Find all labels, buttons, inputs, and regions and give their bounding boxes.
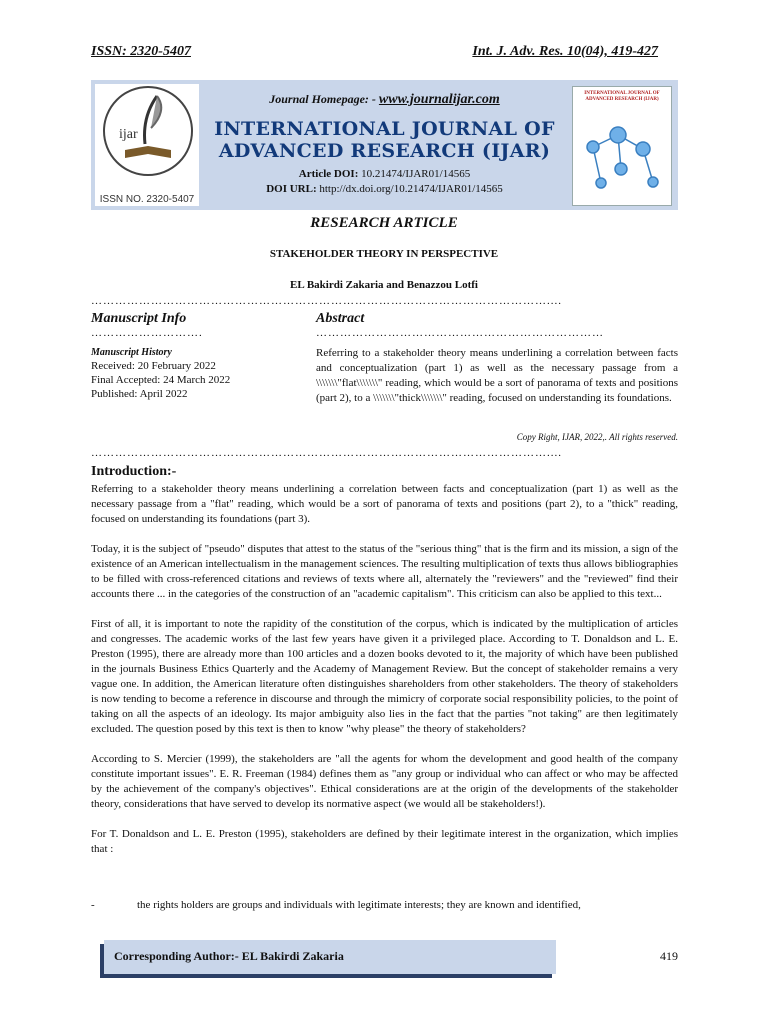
corresponding-author: Corresponding Author:- EL Bakirdi Zakaria — [114, 949, 344, 963]
accepted-date: Final Accepted: 24 March 2022 — [91, 374, 231, 386]
molecule-icon — [573, 87, 671, 205]
article-doi-value: 10.21474/IJAR01/14565 — [361, 168, 471, 180]
manuscript-dots: ………………………. — [91, 327, 203, 339]
manuscript-history-label: Manuscript History — [91, 347, 172, 358]
bullet-dash: - — [91, 899, 95, 911]
paper-title: STAKEHOLDER THEORY IN PERSPECTIVE — [269, 248, 499, 260]
logo-issn-text: ISSN NO. 2320-5407 — [99, 194, 195, 205]
doi-url-label: DOI URL: — [266, 183, 317, 195]
journal-name-line1: INTERNATIONAL JOURNAL OF — [214, 118, 555, 140]
journal-homepage — [201, 92, 568, 108]
logo-seal — [103, 86, 193, 176]
separator-top: …………………………………………………………………………………………………….... — [91, 295, 562, 307]
copyright-notice: Copy Right, IJAR, 2022,. All rights reserved. — [516, 432, 678, 442]
page-number: 419 — [660, 949, 678, 963]
journal-cover-image — [572, 86, 672, 206]
separator-bottom: …………………………………………………………………………………………………….... — [91, 447, 562, 459]
journal-name-line2: ADVANCED RESEARCH (IJAR) — [218, 140, 551, 162]
paragraph: Referring to a stakeholder theory means underlining a correlation between facts and conceptualization (part 1) as well as the necessary passage from a "flat" reading, which would be a sort of panorama of texts and positions (part 2), to a "thick" reading, focused on understanding its foundations (part 3). — [91, 483, 678, 525]
journal-banner — [91, 80, 678, 210]
quill-book-icon — [105, 88, 191, 174]
published-date: Published: April 2022 — [91, 388, 188, 400]
journal-name — [201, 118, 568, 162]
introduction-heading: Introduction:- — [91, 464, 177, 479]
introduction-body — [91, 482, 678, 857]
doi-url — [201, 183, 568, 195]
received-date: Received: 20 February 2022 — [91, 360, 216, 372]
list-item-text: the rights holders are groups and individuals with legitimate interests; they are known and identified, — [137, 899, 581, 911]
homepage-link[interactable]: www.journalijar.com — [378, 92, 500, 107]
abstract-dots: ……………………………………………………………… — [316, 327, 604, 339]
abstract-text: Referring to a stakeholder theory means underlining a correlation between facts and conceptualization (part 1) as well as the necessary passage from a \\\\\\\"flat\\\\\\\" reading, which would be a sort of panorama of texts and positions (part 2), to a \\\\\\\"thick\\\\\\\" reading, focused on understanding its foundations. — [316, 347, 678, 404]
article-doi-label: Article DOI: — [298, 168, 359, 180]
abstract-heading: Abstract — [316, 311, 365, 326]
homepage-label: Journal Homepage: - — [269, 92, 379, 106]
paragraph: First of all, it is important to note the rapidity of the constitution of the corpus, which is indicated by the multiplication of articles and congresses. The academic works of the last few years have given it a privileged place. According to T. Donaldson and L. E. Preston (1995), there are already more than 100 articles and a dozen books devoted to it, the majority of which have been published in the journals Business Ethics Quarterly and the Academy of Management Review. But the concept of stakeholder remains a very vague one. In addition, the American literature often distinguishes shareholders from other stakeholders. The theory of stakeholders is now tending to become a reference in discourse and through the mimicry of corporate social responsibility policies, to the point of taking on all the aspects of an ideology. Its major ambiguity also lies in the fact that the parties "not taking" are then legitimately excluded. The question posed by this text is then to know "why please" the theory of stakeholders? — [91, 618, 678, 735]
paper-authors: EL Bakirdi Zakaria and Benazzou Lotfi — [290, 279, 478, 291]
doi-url-link[interactable]: http://dx.doi.org/10.21474/IJAR01/14565 — [319, 183, 503, 195]
article-doi — [201, 168, 568, 180]
manuscript-info-heading: Manuscript Info — [91, 311, 187, 326]
corresponding-author-box — [104, 940, 556, 974]
article-type: RESEARCH ARTICLE — [310, 215, 458, 231]
logo-lettering: ijar — [119, 127, 138, 142]
cover-title: INTERNATIONAL JOURNAL OF ADVANCED RESEARCH (IJAR) — [584, 91, 660, 102]
paragraph: Today, it is the subject of "pseudo" disputes that attest to the status of the "serious thing" that is the firm and its mission, a sign of the existence of an American intellectualism in the management sciences. The resulting multiplication of texts thus allows bibliographies to be filled with cross-referenced citations and reviews of texts where all, alternately the "reviewers" and the "reviewed" find their accounts there ... in the categories of the construction of an "academic capitalism". This criticism can also be applied to this text... — [91, 543, 678, 600]
paragraph: For T. Donaldson and L. E. Preston (1995), stakeholders are defined by their legitimate interest in the organization, which implies that : — [91, 828, 678, 855]
paragraph: According to S. Mercier (1999), the stakeholders are "all the agents for whom the development and good health of the company constitute important issues". E. R. Freeman (1984) defines them as "any group or individual who can affect or who may be affected by the achievement of the company's objectives". Ethical considerations are at the origin of the developments of the stakeholder theory, considerations that have served to develop its normative aspect (we would all be stakeholders!). — [91, 753, 678, 810]
journal-logo — [95, 84, 199, 206]
header-issn: ISSN: 2320-5407 — [91, 44, 191, 59]
header-journal-reference: Int. J. Adv. Res. 10(04), 419-427 — [472, 44, 658, 59]
